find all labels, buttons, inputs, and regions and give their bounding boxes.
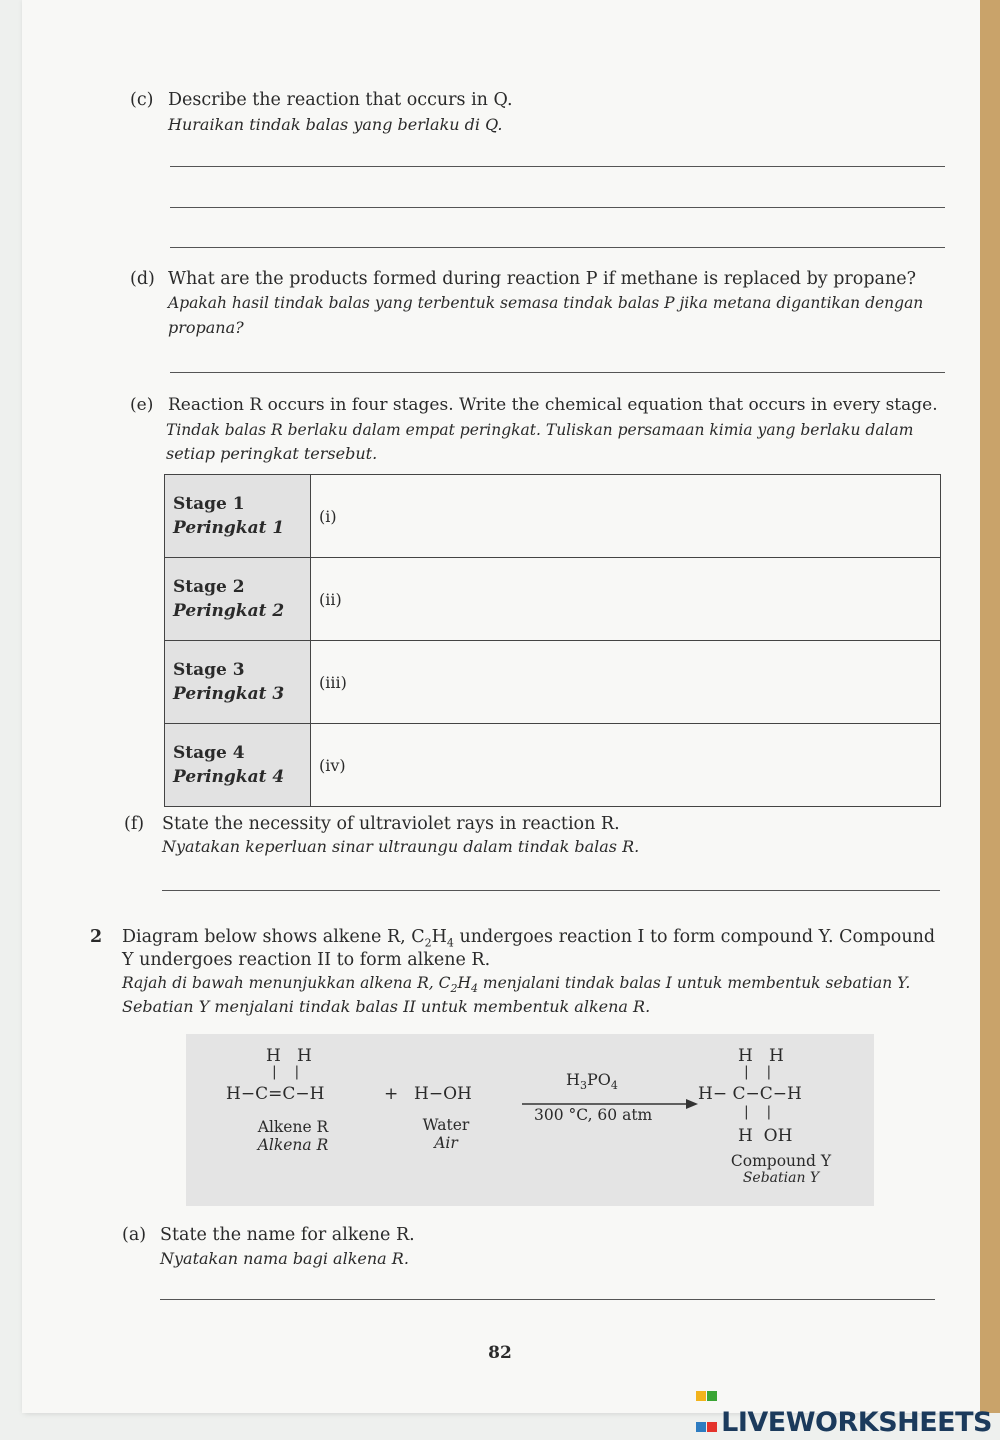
page-number: 82 — [488, 1343, 512, 1363]
stage-answer-cell[interactable]: (i) — [311, 475, 941, 558]
stage-row: Stage 4 Peringkat 4 (iv) — [165, 724, 941, 807]
stages-table — [164, 474, 941, 807]
stage-answer-cell[interactable]: (iv) — [311, 724, 941, 807]
question-e: (e) Reaction R occurs in four stages. Write the chemical equation that occurs in every stage. — [130, 395, 938, 415]
compound-y-bottom: H OH — [738, 1126, 793, 1146]
water-formula: H−OH — [414, 1084, 472, 1104]
logo-icon — [696, 1378, 718, 1400]
stage-answer-cell[interactable]: (iii) — [311, 641, 941, 724]
question-2a-malay: Nyatakan nama bagi alkena R. — [160, 1249, 409, 1268]
reaction-diagram — [186, 1034, 874, 1206]
book-edge — [980, 0, 1000, 1413]
stage-row: Stage 1 Peringkat 1 (i) — [165, 475, 941, 558]
question-d-malay-1: Apakah hasil tindak balas yang terbentuk semasa tindak balas P jika metana digantikan dengan — [168, 294, 924, 312]
reaction-conditions: 300 °C, 60 atm — [534, 1106, 653, 1124]
compound-y-formula: H− C−C−H — [698, 1084, 802, 1104]
alkene-bonds: | | — [272, 1064, 300, 1080]
alkene-label: Alkene R Alkena R — [257, 1118, 329, 1154]
alkene-top-hydrogens: H H — [266, 1046, 312, 1066]
question-d: (d) What are the products formed during reaction P if methane is replaced by propane? — [130, 269, 916, 289]
compound-y-label: Compound Y Sebatian Y — [730, 1152, 832, 1186]
answer-line-f[interactable] — [162, 890, 940, 891]
question-2-malay-2: Sebatian Y menjalani tindak balas II untuk membentuk alkena R. — [122, 997, 651, 1016]
stage-row: Stage 2 Peringkat 2 (ii) — [165, 558, 941, 641]
question-2-malay-1: Rajah di bawah menunjukkan alkena R, $C_2H_4$ menjalani tindak balas I untuk membentuk sebatian Y. — [122, 974, 911, 996]
question-2-text-1: Diagram below shows alkene R, $C_2H_4$ undergoes reaction I to form compound Y. Compound — [122, 927, 936, 950]
question-2a: (a) State the name for alkene R. — [122, 1225, 415, 1245]
question-2-text-2: Y undergoes reaction II to form alkene R. — [122, 950, 491, 970]
question-c: (c) Describe the reaction that occurs in Q. — [130, 90, 513, 110]
stage-answer-cell[interactable]: (ii) — [311, 558, 941, 641]
answer-line-c3[interactable] — [170, 247, 945, 248]
compound-y-top-bonds: | | — [744, 1064, 772, 1080]
question-e-malay-1: Tindak balas R berlaku dalam empat peringkat. Tuliskan persamaan kimia yang berlaku dalam — [166, 421, 914, 439]
question-c-malay: Huraikan tindak balas yang berlaku di Q. — [168, 115, 503, 134]
answer-line-c2[interactable] — [170, 207, 945, 208]
answer-line-c1[interactable] — [170, 166, 945, 167]
liveworksheets-logo: LIVEWORKSHEETS — [696, 1378, 992, 1438]
compound-y-top-hydrogens: H H — [738, 1046, 784, 1066]
compound-y-bottom-bonds: | | — [744, 1104, 772, 1120]
stage-row: Stage 3 Peringkat 3 (iii) — [165, 641, 941, 724]
answer-line-d[interactable] — [170, 372, 945, 373]
alkene-formula: H−C=C−H — [226, 1084, 325, 1104]
question-2-number: 2 — [90, 927, 103, 947]
water-label: Water Air — [422, 1116, 470, 1152]
answer-line-2a[interactable] — [160, 1299, 935, 1300]
question-d-malay-2: propana? — [168, 318, 244, 337]
question-f-malay: Nyatakan keperluan sinar ultraungu dalam tindak balas R. — [162, 837, 640, 856]
question-e-malay-2: setiap peringkat tersebut. — [166, 444, 378, 463]
question-f: (f) State the necessity of ultraviolet rays in reaction R. — [124, 814, 620, 834]
catalyst-label: $H_3PO_4$ — [566, 1070, 618, 1093]
plus-sign: + — [384, 1084, 399, 1104]
